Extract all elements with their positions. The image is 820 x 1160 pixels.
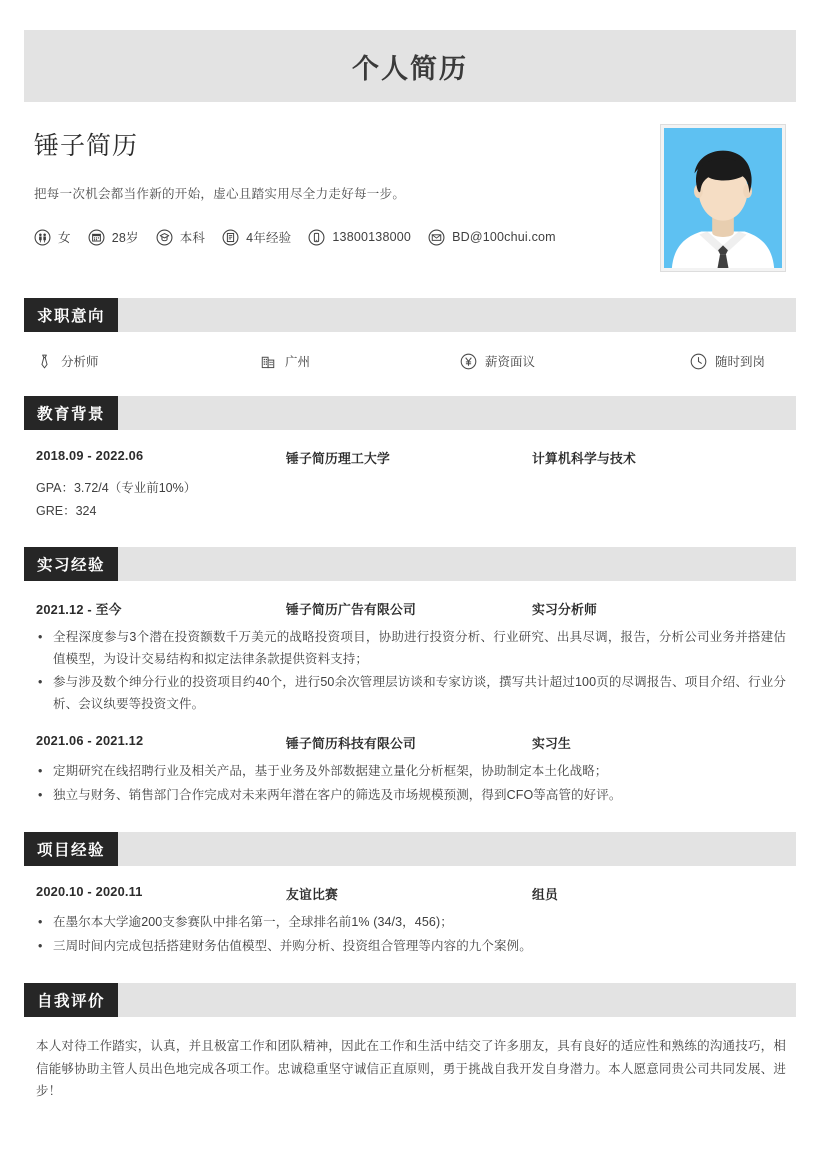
section-header-intention <box>24 298 796 332</box>
bullet-item: • 定期研究在线招聘行业及相关产品，基于业务及外部数据建立量化分析框架，协助制定本土化战略； <box>36 761 786 783</box>
entry-bullet-list <box>36 627 786 715</box>
entry-date: 2021.06 - 2021.12 <box>36 733 144 749</box>
intention-row <box>24 332 796 370</box>
profile-block <box>24 102 796 272</box>
entry-bullet-list <box>36 912 786 957</box>
internship-entry <box>36 733 786 806</box>
intention-label-position: 分析师 <box>61 355 99 369</box>
intention-label-availability: 随时到岗 <box>715 355 766 369</box>
avatar <box>664 128 782 268</box>
meta-label-phone: 13800138000 <box>332 230 412 244</box>
clock-icon <box>690 353 707 370</box>
meta-item-gender <box>34 228 71 246</box>
calendar-icon <box>88 229 105 246</box>
entry-organization: 锤子简历科技有限公司 <box>286 736 416 752</box>
entry-date: 2020.10 - 2020.11 <box>36 884 143 900</box>
meta-label-age: 28岁 <box>111 231 139 245</box>
entry-header <box>36 448 786 467</box>
intention-item-salary <box>460 352 690 370</box>
entry-role: 组员 <box>532 887 558 903</box>
section-title-self-evaluation: 自我评价 <box>24 983 118 1017</box>
intention-item-position <box>36 352 260 370</box>
section-header-self-evaluation <box>24 983 796 1017</box>
education-detail-gre: GRE：324 <box>36 503 97 518</box>
phone-icon <box>308 229 325 246</box>
entry-organization: 锤子简历广告有限公司 <box>286 602 416 618</box>
section-title-internship: 实习经验 <box>24 547 118 581</box>
entry-date: 2018.09 - 2022.06 <box>36 448 144 463</box>
bullet-item: • 在墨尔本大学逾200支参赛队中排名第一，全球排名前1% (34/3，456)； <box>36 912 786 934</box>
self-evaluation-text: 本人对待工作踏实，认真，并且极富工作和团队精神，因此在工作和生活中结交了许多朋友，具有良好的适应性和熟练的沟通技巧，相信能够协助主管人员出色地完成各项工作。忠诚稳重坚守诚信正直原则，勇于挑战自我开发自身潜力。本人愿意同贵公司共同发展、进步！ <box>36 1039 786 1098</box>
section-internship <box>24 547 796 806</box>
education-detail-gpa: GPA：3.72/4（专业前10%） <box>36 481 197 495</box>
intention-label-salary: 薪资面议 <box>485 355 536 369</box>
section-intention <box>24 298 796 370</box>
meta-label-experience: 4年经验 <box>246 231 292 245</box>
profile-photo-frame <box>660 124 786 272</box>
section-education <box>24 396 796 521</box>
email-icon <box>428 229 445 246</box>
education-entries <box>24 448 796 521</box>
gender-icon <box>34 229 51 246</box>
meta-label-email: BD@100chui.com <box>452 230 556 244</box>
personal-tagline: 把每一次机会都当作新的开始，虚心且踏实用尽全力走好每一步。 <box>34 187 406 201</box>
tie-icon <box>36 353 53 370</box>
entry-header <box>36 884 786 903</box>
section-header-education <box>24 396 796 430</box>
bullet-item: • 独立与财务、销售部门合作完成对未来两年潜在客户的筛选及市场规模预测，得到CFO等高管的好评。 <box>36 785 786 807</box>
section-title-education: 教育背景 <box>24 396 118 430</box>
section-header-internship <box>24 547 796 581</box>
section-self-evaluation <box>24 983 796 1102</box>
section-title-project: 项目经验 <box>24 832 118 866</box>
building-icon <box>260 353 277 370</box>
experience-icon <box>222 229 239 246</box>
section-project <box>24 832 796 957</box>
entry-role: 实习分析师 <box>532 602 597 618</box>
entry-header <box>36 733 786 752</box>
person-name: 锤子简历 <box>34 132 139 160</box>
meta-label-education: 本科 <box>179 231 206 245</box>
project-entries <box>24 884 796 957</box>
salary-icon <box>460 353 477 370</box>
intention-item-availability <box>690 352 765 370</box>
meta-item-phone <box>308 229 411 246</box>
entry-role: 实习生 <box>532 736 571 752</box>
meta-item-education <box>156 228 205 246</box>
section-header-project <box>24 832 796 866</box>
entry-role: 计算机科学与技术 <box>532 451 636 466</box>
internship-entries <box>24 599 796 806</box>
profile-info <box>34 124 660 246</box>
entry-organization: 锤子简历理工大学 <box>286 451 390 466</box>
bullet-item: • 全程深度参与3个潜在投资额数千万美元的战略投资项目，协助进行投资分析、行业研究、出具尽调，报告，分析公司业务并搭建估值模型，为设计交易结构和拟定法律条款提供资料支持； <box>36 627 786 670</box>
intention-item-city <box>260 352 460 370</box>
meta-label-gender: 女 <box>58 231 71 245</box>
profile-meta-row <box>34 228 660 246</box>
page-title: 个人简历 <box>352 53 468 84</box>
project-entry <box>36 884 786 957</box>
resume-title-banner <box>24 30 796 102</box>
entry-date: 2021.12 - 至今 <box>36 602 122 618</box>
internship-entry <box>36 599 786 715</box>
meta-item-age <box>88 228 139 246</box>
section-title-intention: 求职意向 <box>24 298 118 332</box>
entry-organization: 友谊比赛 <box>286 887 338 903</box>
entry-bullet-list <box>36 761 786 806</box>
education-icon <box>156 229 173 246</box>
entry-header <box>36 599 786 618</box>
intention-label-city: 广州 <box>285 355 311 369</box>
bullet-item: • 三周时间内完成包括搭建财务估值模型、并购分析、投资组合管理等内容的九个案例。 <box>36 936 786 958</box>
meta-item-experience <box>222 228 291 246</box>
meta-item-email <box>428 229 556 246</box>
bullet-item: • 参与涉及数个绅分行业的投资项目约40个，进行50余次管理层访谈和专家访谈，撰写共计超过100页的尽调报告、项目介绍、行业分析、会议纨要等投资文件。 <box>36 672 786 715</box>
education-entry <box>36 448 786 521</box>
